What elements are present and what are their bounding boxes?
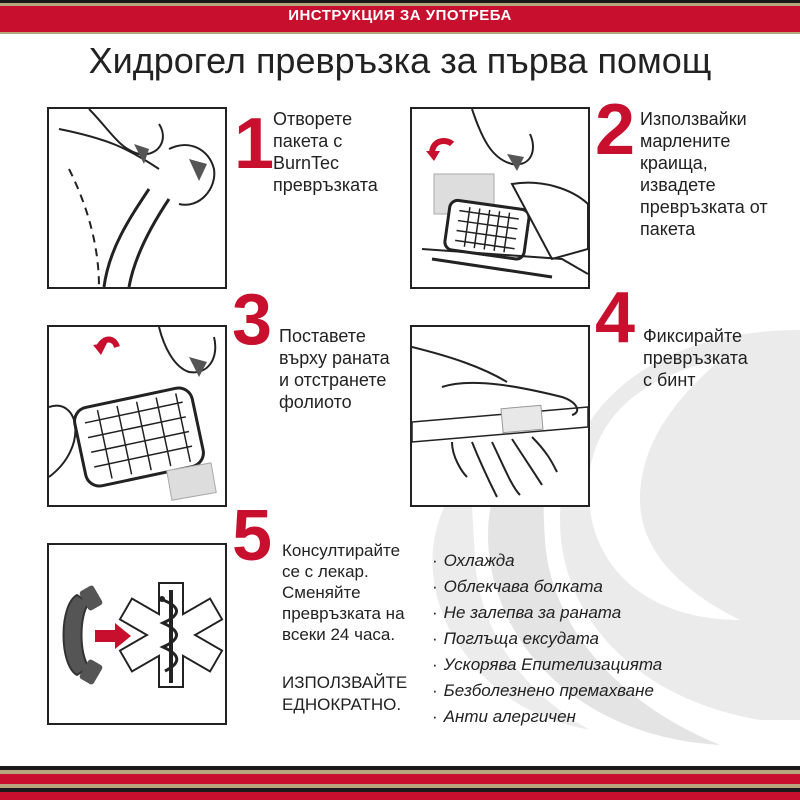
benefit-text: Поглъща ексудата xyxy=(443,629,599,648)
step-2-text xyxy=(640,108,768,240)
step-2-line: извадете xyxy=(640,175,716,195)
arrow-right-icon xyxy=(95,623,131,649)
benefit-item: · Охлажда xyxy=(432,551,515,570)
step-1-line: Отворете xyxy=(273,109,353,129)
step-1-line: пакета с xyxy=(273,131,343,151)
step-3-illustration xyxy=(47,325,227,507)
step-1-line: BurnTec xyxy=(273,153,340,173)
step-5-line: превръзката на xyxy=(282,604,405,623)
step-5-number: 5 xyxy=(232,496,273,576)
step-3-line: и отстранете xyxy=(279,370,387,390)
step-4-line: Фиксирайте xyxy=(643,326,742,346)
benefit-item: · Анти алергичен xyxy=(432,707,576,726)
benefit-item: · Ускорява Епителизацията xyxy=(432,655,663,674)
benefit-text: Охлажда xyxy=(443,551,515,570)
step-2-line: Използвайки xyxy=(640,109,747,129)
step-3-text xyxy=(279,325,390,413)
step-2-line: превръзката от xyxy=(640,197,768,217)
banner-title: ИНСТРУКЦИЯ ЗА УПОТРЕБА xyxy=(288,7,512,24)
benefit-text: Облекчава болката xyxy=(443,577,603,596)
step-3-line: Поставете xyxy=(279,326,366,346)
step-2-illustration xyxy=(410,107,590,289)
step-1-illustration xyxy=(47,107,227,289)
benefit-item: · Не залепва за раната xyxy=(432,603,622,622)
step-5-illustration xyxy=(47,543,227,725)
step-4-number: 4 xyxy=(595,278,636,358)
step-4-text xyxy=(643,325,748,391)
page-title: Хидрогел превръзка за първа помощ xyxy=(88,40,712,81)
benefit-item: · Облекчава болката xyxy=(432,577,603,596)
single-use-notice xyxy=(282,672,432,716)
benefit-text: Ускорява Епителизацията xyxy=(443,655,663,674)
step-1-text xyxy=(273,108,378,196)
single-use-line: ИЗПОЛЗВАЙТЕ xyxy=(282,673,408,692)
step-2-line: краища, xyxy=(640,153,708,173)
benefit-item: · Безболезнено премахване xyxy=(432,681,654,700)
step-5-line: всеки 24 часа. xyxy=(282,625,396,644)
step-5-line: Сменяйте xyxy=(282,583,361,602)
step-5-line: се с лекар. xyxy=(282,562,369,581)
single-use-line: ЕДНОКРАТНО. xyxy=(282,695,402,714)
step-4-line: с бинт xyxy=(643,370,696,390)
step-2-line: пакета xyxy=(640,219,696,239)
step-1-line: превръзката xyxy=(273,175,378,195)
benefit-item: · Поглъща ексудата xyxy=(432,629,599,648)
benefit-text: Безболезнено премахване xyxy=(443,681,654,700)
step-5-text xyxy=(282,540,405,645)
step-4-illustration xyxy=(410,325,590,507)
step-5-line: Консултирайте xyxy=(282,541,401,560)
step-3-line: фолиото xyxy=(279,392,352,412)
step-4-line: превръзката xyxy=(643,348,748,368)
benefit-text: Анти алергичен xyxy=(443,707,576,726)
step-3-number: 3 xyxy=(232,280,273,360)
benefits-list xyxy=(432,548,662,730)
step-1-number: 1 xyxy=(234,104,275,184)
step-2-number: 2 xyxy=(595,90,636,170)
benefit-text: Не залепва за раната xyxy=(443,603,622,622)
step-3-line: върху раната xyxy=(279,348,390,368)
step-2-line: марлените xyxy=(640,131,731,151)
